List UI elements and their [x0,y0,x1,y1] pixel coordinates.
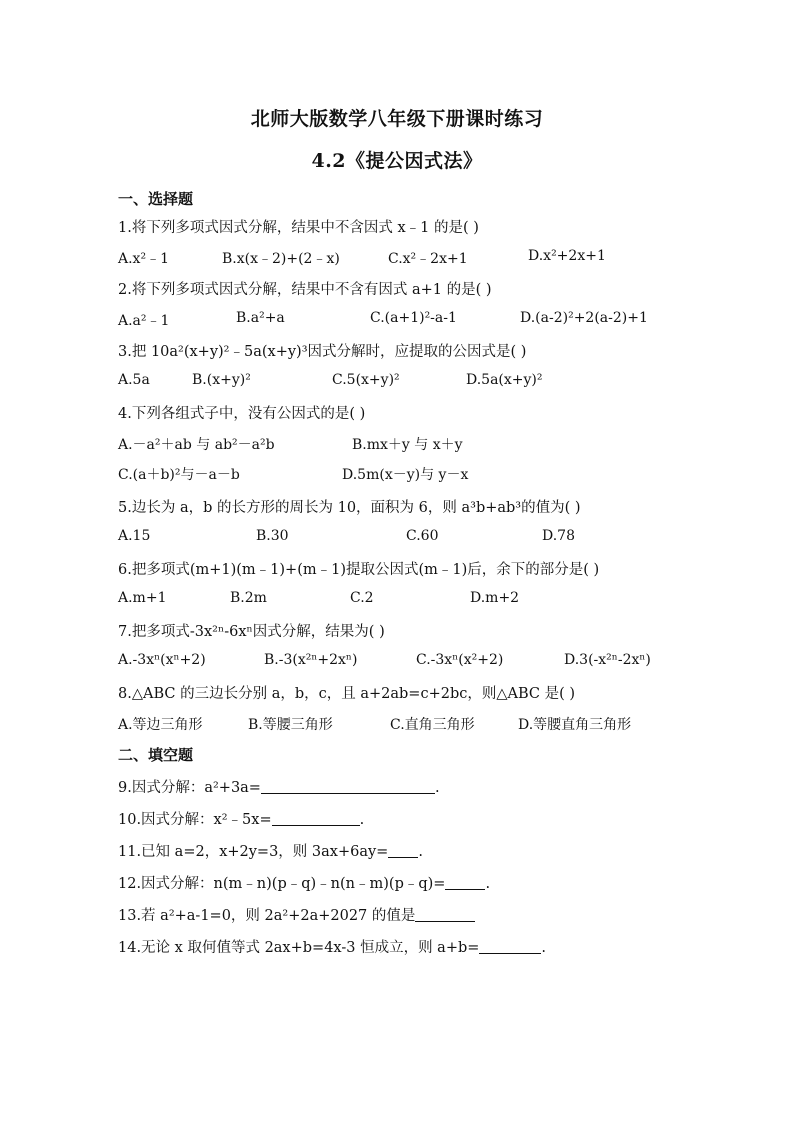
option-a: A.-3xⁿ(xⁿ+2) [118,652,206,668]
section-heading-choice: 一、选择题 [118,190,194,208]
options-row-3 [118,372,678,392]
option-d: D.5a(x+y)² [466,372,543,388]
answer-blank[interactable] [445,875,485,890]
option-d: D.5m(x－y)与 y－x [342,467,469,483]
options-row-7 [118,652,678,672]
option-a: A.5a [118,372,150,388]
question-11-text: 11.已知 a=2，x+2y=3，则 3ax+6ay= [118,844,389,860]
answer-blank[interactable] [479,939,541,954]
option-b: B.(x+y)² [192,372,251,388]
option-c: C.-3xⁿ(x²+2) [416,652,504,668]
question-10 [118,808,364,829]
document-subtitle: 4.2《提公因式法》 [311,150,483,172]
option-d: D.78 [542,528,575,544]
question-6: 6.把多项式(m+1)(m﹣1)+(m﹣1)提取公因式(m﹣1)后，余下的部分是( ) [118,562,600,578]
options-row-4a [118,434,678,454]
option-d: D.(a-2)²+2(a-2)+1 [520,310,648,326]
options-row-1 [118,248,678,268]
options-row-5 [118,528,678,548]
question-7: 7.把多项式-3x²ⁿ-6xⁿ因式分解，结果为( ) [118,624,385,640]
question-12-text: 12.因式分解：n(m﹣n)(p﹣q)﹣n(n﹣m)(p﹣q)= [118,876,446,892]
option-a: A.a²﹣1 [118,313,170,329]
question-5: 5.边长为 a，b 的长方形的周长为 10，面积为 6，则 a³b+ab³的值为( ) [118,500,581,516]
question-1: 1.将下列多项式因式分解，结果中不含因式 x﹣1 的是( ) [118,220,479,236]
question-10-end: . [359,812,365,828]
question-10-text: 10.因式分解：x²﹣5x= [118,812,272,828]
option-d: D.等腰直角三角形 [518,717,632,733]
question-9 [118,776,440,797]
section-heading-fill: 二、填空题 [118,746,194,764]
option-c: C.2 [350,590,374,606]
option-b: B.2m [230,590,267,606]
option-a: A.m+1 [118,590,167,606]
option-b: B.-3(x²ⁿ+2xⁿ) [264,652,358,668]
document-title: 北师大版数学八年级下册课时练习 [250,108,544,130]
option-b: B.x(x﹣2)+(2﹣x) [222,251,340,267]
answer-blank[interactable] [272,811,360,826]
answer-blank[interactable] [261,779,435,794]
question-4: 4.下列各组式子中，没有公因式的是( ) [118,406,366,422]
option-b: B.30 [256,528,289,544]
option-c: C.(a+1)²-a-1 [370,310,457,326]
question-14-end: . [541,940,547,956]
option-a: A.x²﹣1 [118,251,169,267]
answer-blank[interactable] [388,843,418,858]
options-row-8 [118,714,678,734]
question-2: 2.将下列多项式因式分解，结果中不含有因式 a+1 的是( ) [118,282,492,298]
options-row-6 [118,590,678,610]
question-3: 3.把 10a²(x+y)²﹣5a(x+y)³因式分解时，应提取的公因式是( ) [118,344,527,360]
question-12-end: . [485,876,491,892]
question-11 [118,840,423,861]
option-b: B.等腰三角形 [248,717,333,733]
question-11-end: . [418,844,423,860]
question-13 [118,904,475,925]
question-12 [118,872,490,893]
options-row-2 [118,310,678,330]
option-c: C.5(x+y)² [332,372,400,388]
option-c: C.60 [406,528,439,544]
question-14-text: 14.无论 x 取何值等式 2ax+b=4x-3 恒成立，则 a+b= [118,940,480,956]
option-b: B.a²+a [236,310,285,326]
option-a: A.15 [118,528,151,544]
option-a: A.－a²＋ab 与 ab²－a²b [118,437,275,453]
option-d: D.x²+2x+1 [528,248,606,264]
question-9-text: 9.因式分解：a²+3a= [118,780,261,796]
question-14 [118,936,546,957]
options-row-4b [118,464,678,484]
answer-blank[interactable] [415,907,475,922]
option-c: C.x²﹣2x+1 [388,251,468,267]
question-13-text: 13.若 a²+a-1=0，则 2a²+2a+2027 的值是 [118,908,416,924]
option-b: B.mx＋y 与 x＋y [352,437,463,453]
question-9-end: . [434,780,440,796]
option-c: C.(a＋b)²与－a－b [118,467,240,483]
option-d: D.m+2 [470,590,520,606]
option-c: C.直角三角形 [390,717,475,733]
question-8: 8.△ABC 的三边长分别 a，b，c，且 a+2ab=c+2bc，则△ABC 是( ) [118,686,576,702]
option-a: A.等边三角形 [118,717,203,733]
option-d: D.3(-x²ⁿ-2xⁿ) [564,652,651,668]
